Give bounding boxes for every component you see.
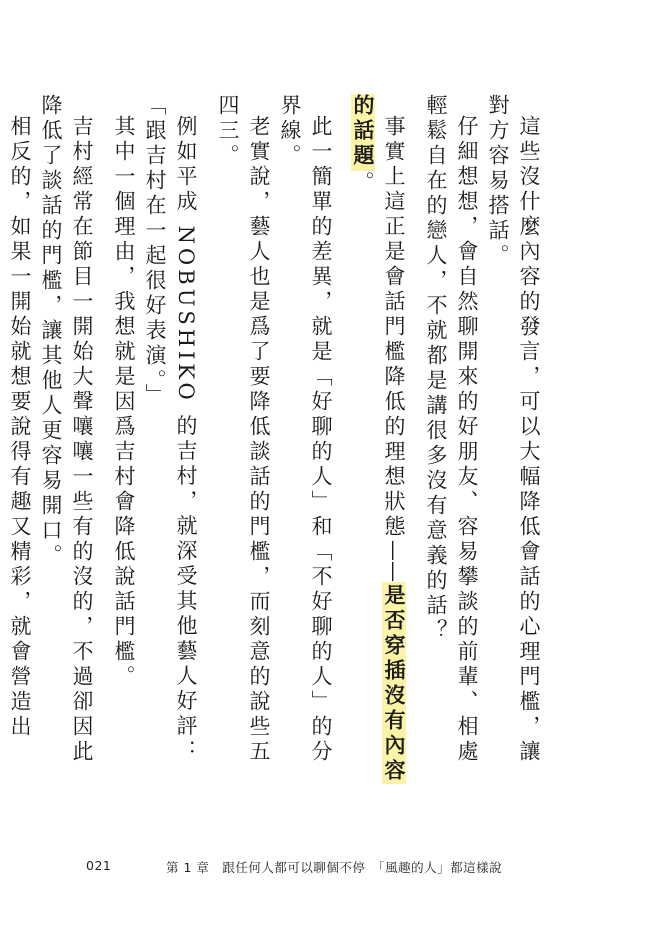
em-dash: —— (382, 540, 406, 582)
paragraph-7: 其中一個理由，我想就是因爲吉村會降低說話門檻。 (112, 115, 136, 690)
paragraph-2: 仔細想想，會自然聊開來的好朋友、容易攀談的前輩、相處輕鬆自在的戀人，不就都是講很多沒有意義的話？ (424, 94, 479, 765)
paragraph-6: 例如平成 NOBUSHIKO 的吉村，就深受其他藝人好評：「跟吉村在一起很好表演。」 (143, 94, 198, 765)
body-text (8, 94, 544, 784)
paragraph-1: 這些沒什麼內容的發言，可以大幅降低會話的心理門檻，讓對方容易搭話。 (486, 94, 541, 765)
running-head: 第 1 章 跟任何人都可以聊個不停 「風趣的人」都這樣說 (166, 860, 503, 875)
highlighted-phrase: 是否穿插沒有內容的話題 (351, 94, 406, 784)
page-footer (0, 858, 663, 880)
paragraph-3-end: 。 (351, 171, 375, 196)
paragraph-3-text: 事實上這正是會話門檻降低的理想狀態 (382, 115, 406, 540)
paragraph-8: 吉村經常在節目一開始大聲嚷嚷一些有的沒的，不過卻因此降低了談話的門檻，讓其他人更容易開口。 (39, 94, 94, 765)
paragraph-5: 老實說，藝人也是爲了要降低談話的門檻，而刻意的說些五四三。 (216, 94, 271, 765)
paragraph-4: 此一簡單的差異，就是「好聊的人」和「不好聊的人」的分界線。 (278, 94, 333, 765)
paragraph-9: 相反的，如果一開始就想要說得有趣又精彩，就會營造出 (8, 115, 32, 740)
paragraph-3 (347, 94, 409, 784)
page-number: 021 (86, 858, 112, 873)
